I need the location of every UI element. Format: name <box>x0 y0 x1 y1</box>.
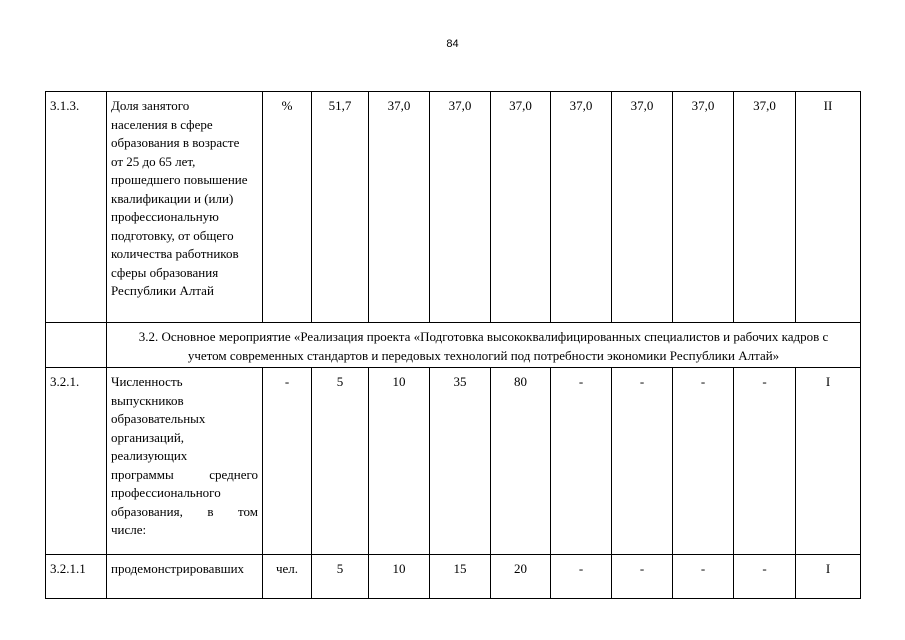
value-cell: 37,0 <box>369 92 430 323</box>
value-cell: 37,0 <box>491 92 551 323</box>
value-cell: 5 <box>312 555 369 599</box>
type-cell: I <box>796 555 861 599</box>
value-cell: 37,0 <box>612 92 673 323</box>
value-cell: 10 <box>369 555 430 599</box>
section-heading-line: 3.2. Основное мероприятие «Реализация проекта «Подготовка высококвалифицированных специалистов и рабочих кадров с <box>138 329 829 344</box>
value-cell: 10 <box>369 368 430 555</box>
unit-cell: % <box>263 92 312 323</box>
indicator-name-line: реализующих <box>111 448 188 463</box>
indicator-name-line: продемонстрировавших <box>111 561 245 576</box>
row-code: 3.1.3. <box>46 92 107 323</box>
indicator-name-line: квалификации и (или) <box>111 190 234 206</box>
unit-cell: - <box>263 368 312 555</box>
value-cell: 35 <box>430 368 491 555</box>
page-number: 84 <box>446 38 459 50</box>
indicator-name-line: подготовку, от общего <box>111 227 234 243</box>
value-cell: 5 <box>312 368 369 555</box>
value-cell: 37,0 <box>734 92 796 323</box>
indicator-name-line: количества работников <box>111 246 239 261</box>
table-row <box>46 368 861 555</box>
indicator-name <box>107 555 263 599</box>
indicator-name-line: Численность <box>111 374 183 389</box>
table-row <box>46 555 861 599</box>
indicator-name <box>107 92 263 323</box>
table-row <box>46 92 861 323</box>
indicator-name-line: Республики Алтай <box>111 283 214 298</box>
indicator-name-line: числе: <box>111 522 147 537</box>
type-cell: II <box>796 92 861 323</box>
value-cell: - <box>551 368 612 555</box>
indicator-name-line: программы среднего <box>111 466 258 482</box>
value-cell: 37,0 <box>673 92 734 323</box>
unit-cell: чел. <box>263 555 312 599</box>
section-code-cell <box>46 323 107 368</box>
indicator-name-line: организаций, <box>111 429 185 445</box>
indicator-name-line: образования в возрасте <box>111 135 240 150</box>
section-row <box>46 323 861 368</box>
value-cell: 20 <box>491 555 551 599</box>
indicator-name <box>107 368 263 555</box>
value-cell: - <box>673 368 734 555</box>
value-cell: - <box>612 555 673 599</box>
value-cell: - <box>734 368 796 555</box>
section-heading <box>107 323 861 368</box>
indicator-name-line: профессиональную <box>111 209 219 224</box>
value-cell: - <box>734 555 796 599</box>
row-code: 3.2.1. <box>46 368 107 555</box>
value-cell: - <box>612 368 673 555</box>
value-cell: - <box>673 555 734 599</box>
indicator-name-line: образования, в том <box>111 503 258 519</box>
value-cell: 37,0 <box>430 92 491 323</box>
indicator-name-line: Доля занятого <box>111 98 190 113</box>
row-code: 3.2.1.1 <box>46 555 107 599</box>
indicator-name-line: профессионального <box>111 485 221 500</box>
indicator-name-line: населения в сфере <box>111 116 213 132</box>
type-cell: I <box>796 368 861 555</box>
value-cell: 51,7 <box>312 92 369 323</box>
indicator-name-line: прошедшего повышение <box>111 172 248 187</box>
indicator-name-line: сферы образования <box>111 264 219 280</box>
section-heading-line: учетом современных стандартов и передовых технологий под потребности экономики Республики Алтай» <box>187 347 780 363</box>
value-cell: - <box>551 555 612 599</box>
indicator-name-line: выпускников <box>111 392 184 408</box>
indicator-name-line: от 25 до 65 лет, <box>111 153 196 169</box>
value-cell: 15 <box>430 555 491 599</box>
indicators-table <box>45 91 861 599</box>
indicator-name-line: образовательных <box>111 411 206 426</box>
value-cell: 80 <box>491 368 551 555</box>
value-cell: 37,0 <box>551 92 612 323</box>
